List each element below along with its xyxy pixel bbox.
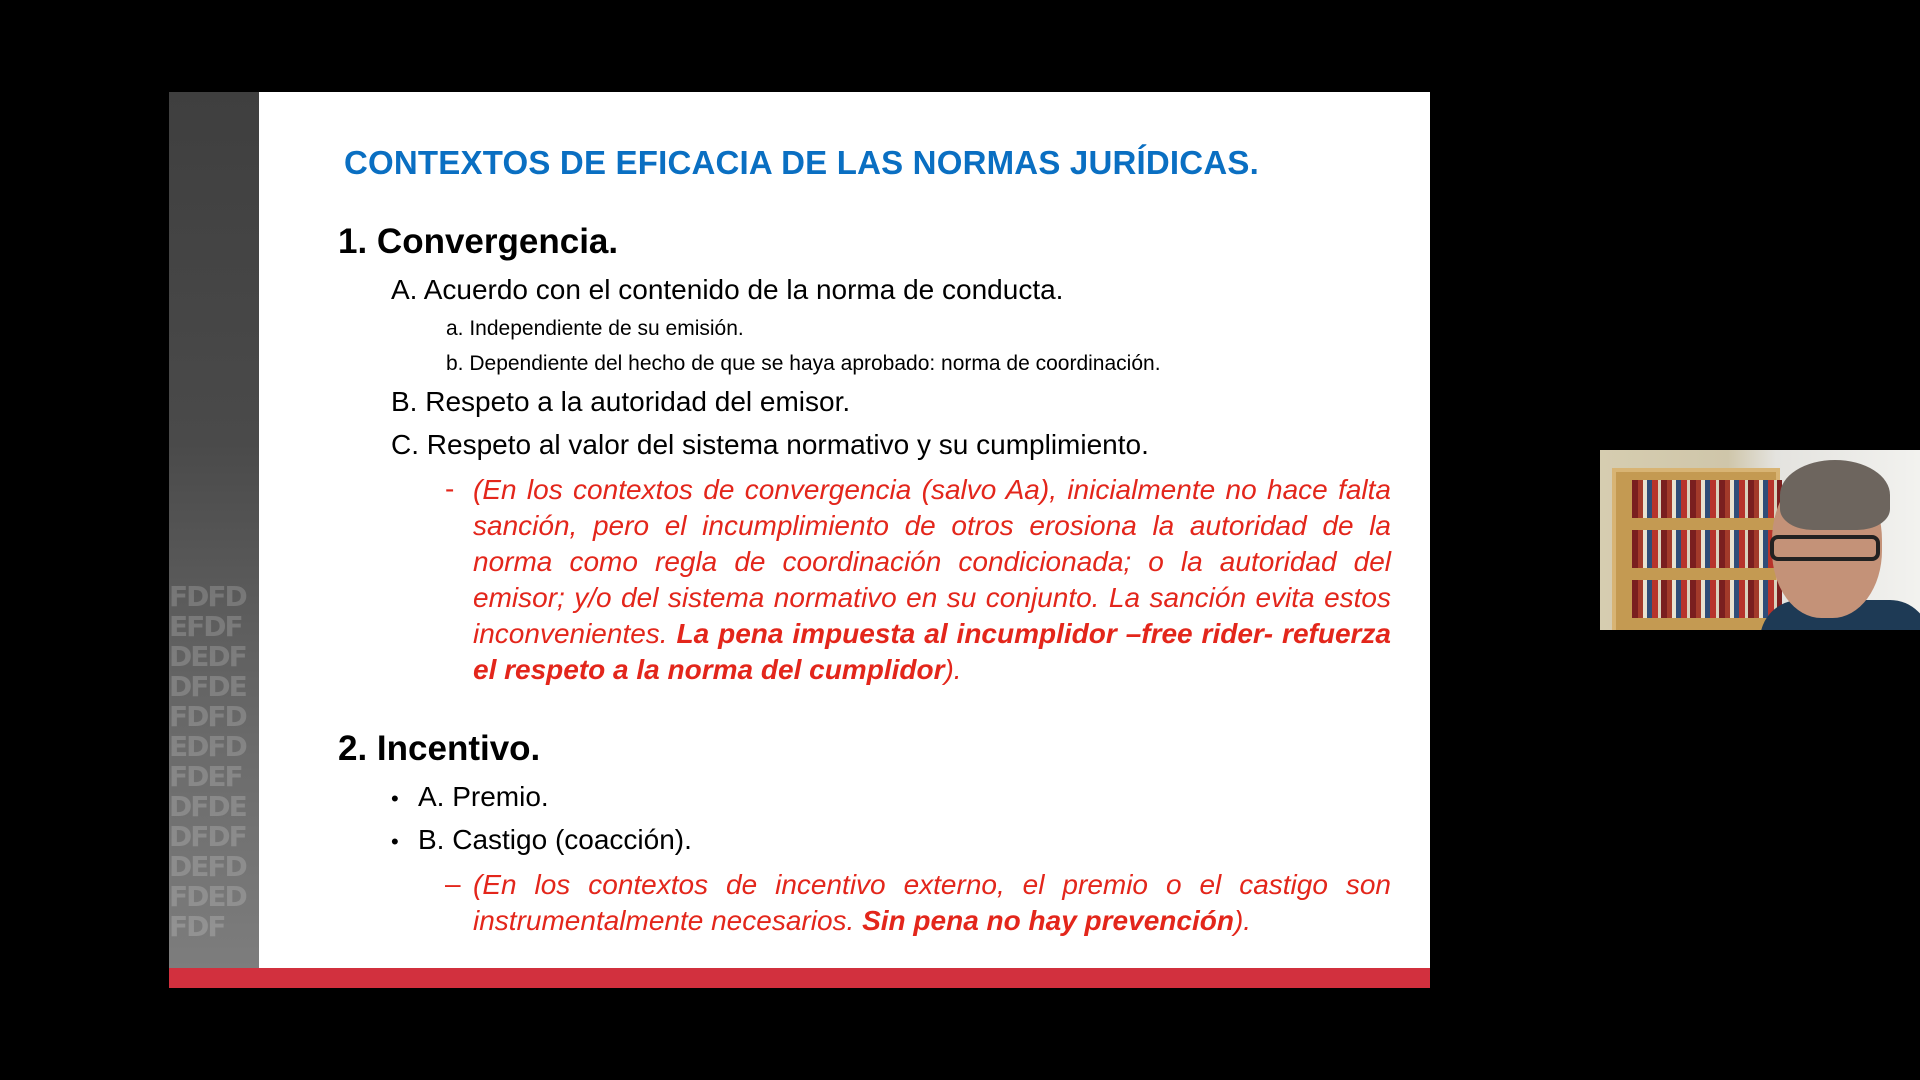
webcam-books-row — [1632, 580, 1782, 618]
section-1-note-dash: - — [445, 473, 455, 504]
section-2-note-dash: – — [445, 868, 461, 899]
section-2-note-emphasis: Sin pena no hay prevención — [862, 905, 1234, 936]
section-2-note — [473, 867, 1391, 939]
section-2-item-b: B. Castigo (coacción). — [418, 824, 692, 855]
webcam-books-row — [1632, 480, 1782, 518]
section-2-heading: 2. Incentivo. — [338, 729, 541, 768]
section-2-note-text: (En los contextos de incentivo externo, el premio o el castigo son instrumentalmente necesarios. — [473, 869, 1391, 936]
presentation-slide — [169, 92, 1430, 988]
section-2-bullet-b: • — [391, 829, 399, 854]
section-2-bullet-a: • — [391, 786, 399, 811]
section-1-note-emphasis: La pena impuesta al incumplidor –free rider- refuerza el respeto a la norma del cumplidor — [473, 618, 1391, 685]
section-2-note-end: ). — [1233, 905, 1252, 936]
slide-title: CONTEXTOS DE EFICACIA DE LAS NORMAS JURÍDICAS. — [344, 144, 1259, 181]
slide-side-bar — [169, 92, 259, 968]
section-1-item-c: C. Respeto al valor del sistema normativo y su cumplimiento. — [391, 429, 1149, 460]
section-1-note-end: ). — [944, 654, 962, 685]
section-2-item-a: A. Premio. — [418, 781, 549, 812]
webcam-books-row — [1632, 530, 1782, 568]
webcam-bookshelf — [1612, 468, 1780, 630]
webcam-video-tile[interactable] — [1600, 450, 1920, 630]
side-letter-pattern: FDFDEFDFDEDFDFDEFDFDEDFDFDEFDFDEDFDFDEFDFDEDFDF — [169, 580, 246, 943]
section-1-note — [473, 472, 1391, 688]
section-1-heading: 1. Convergencia. — [338, 222, 619, 261]
section-1-item-a-a: a. Independiente de su emisión. — [446, 317, 744, 340]
slide-bottom-bar — [169, 968, 1430, 988]
section-1-item-b: B. Respeto a la autoridad del emisor. — [391, 386, 851, 417]
section-1-item-a: A. Acuerdo con el contenido de la norma de conducta. — [391, 274, 1064, 305]
webcam-person-glasses — [1770, 535, 1880, 561]
section-1-note-text: (En los contextos de convergencia (salvo Aa), inicialmente no hace falta sanción, pero el incumplimiento de otros erosiona la autoridad de la norma como regla de coordinación condicionada; o la autoridad del emisor; y/o del sistema normativo en su conjunto. La sanción evita estos inconvenientes. — [473, 474, 1391, 649]
section-1-item-a-b: b. Dependiente del hecho de que se haya aprobado: norma de coordinación. — [446, 352, 1161, 375]
webcam-person-hair — [1780, 460, 1890, 530]
